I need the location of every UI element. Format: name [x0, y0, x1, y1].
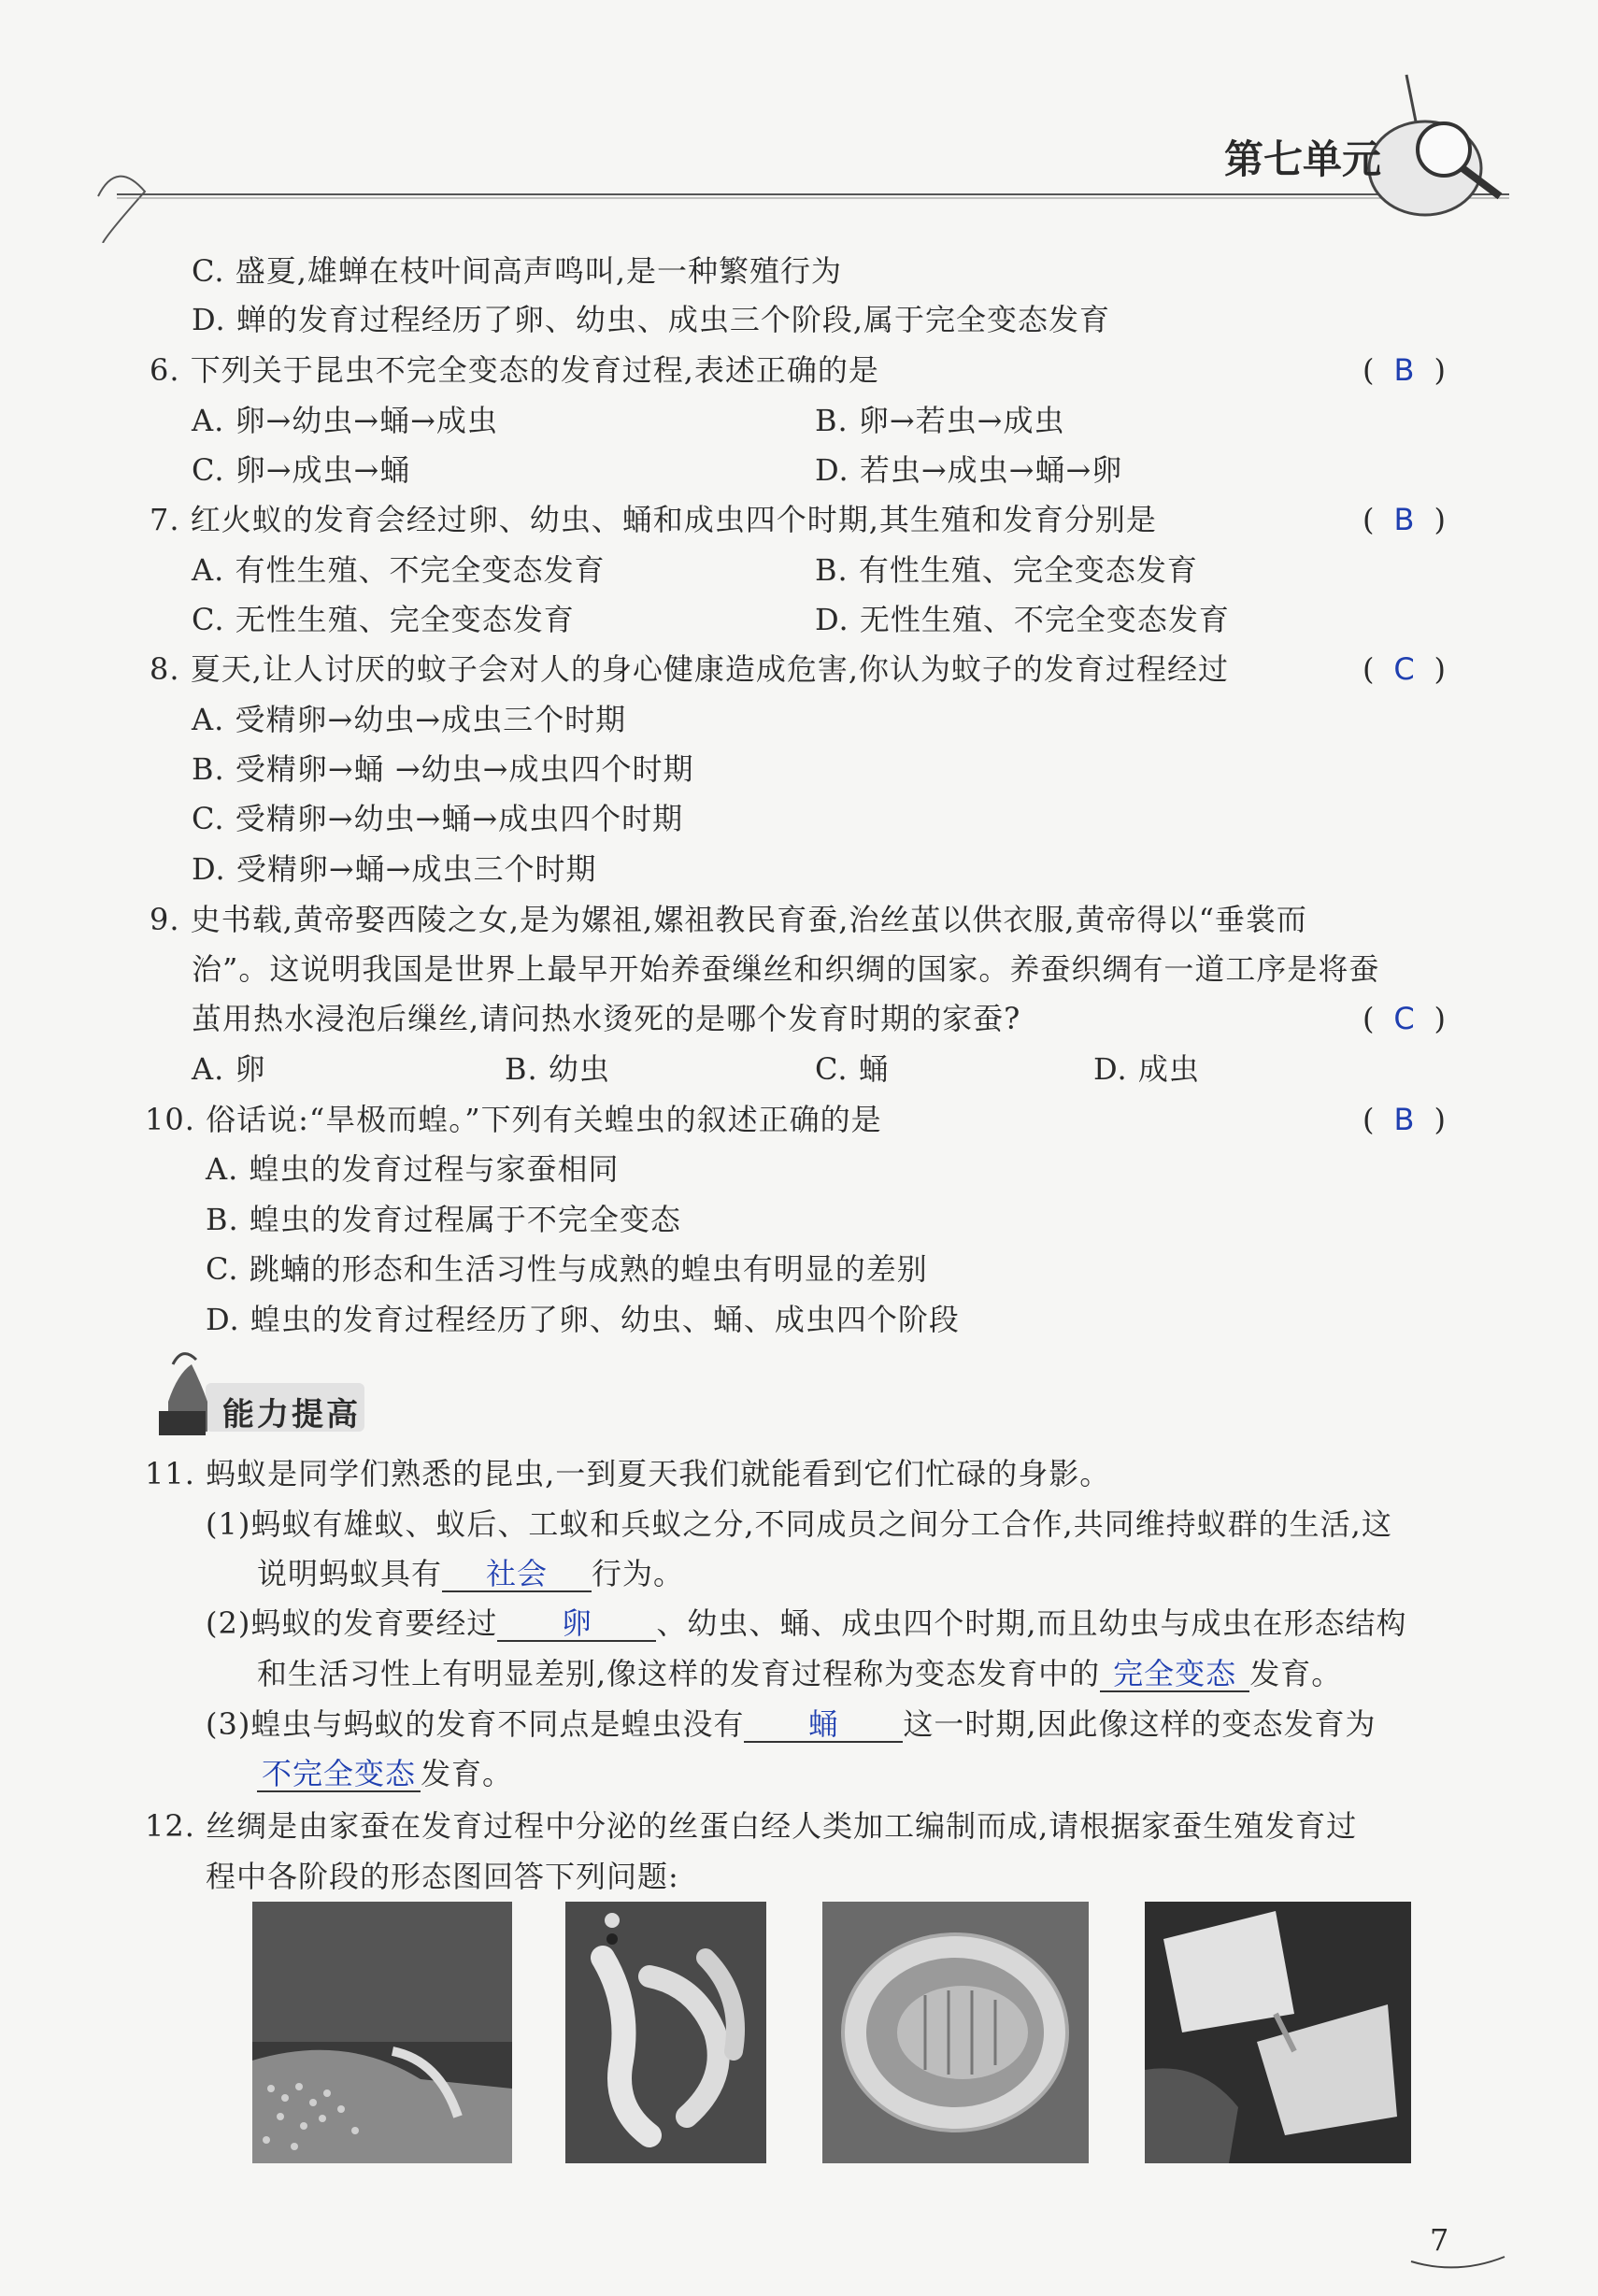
q8-answer: C [1393, 651, 1415, 687]
q9-stem-line1: 9. 史书载,黄帝娶西陵之女,是为嫘祖,嫘祖教民育蚕,治丝茧以供衣服,黄帝得以“垂裳而 [150, 902, 1307, 937]
q11-part3-line1 [206, 1705, 1377, 1743]
page-number: 7 [1430, 2222, 1449, 2258]
q9-option-d: D. 成虫 [1093, 1051, 1200, 1087]
q9-answer-bracket: ( C ) [1363, 1001, 1446, 1036]
q11-part3-prefix: (3)蝗虫与蚂蚁的发育不同点是蝗虫没有 [206, 1706, 745, 1742]
q11-part2-line1 [206, 1604, 1407, 1642]
q11-part2b-suffix: 发育。 [1249, 1656, 1343, 1691]
section-title: 能力提高 [222, 1396, 361, 1433]
q8-option-c: C. 受精卵→幼虫→蛹→成虫四个时期 [192, 801, 684, 836]
q12-stem-line1: 12. 丝绸是由家蚕在发育过程中分泌的丝蛋白经人类加工编制而成,请根据家蚕生殖发育过 [145, 1808, 1358, 1844]
q11-part1-line1: (1)蚂蚁有雄蚁、蚁后、工蚁和兵蚁之分,不同成员之间分工合作,共同维持蚁群的生活,这 [206, 1506, 1392, 1542]
q10-option-c: C. 跳蝻的形态和生活习性与成熟的蝗虫有明显的差别 [206, 1251, 928, 1287]
q9-stem-line3: 茧用热水浸泡后缫丝,请问热水烫死的是哪个发育时期的家蚕? [192, 1001, 1021, 1036]
q8-answer-bracket: ( C ) [1363, 651, 1446, 687]
q7-option-a: A. 有性生殖、不完全变态发育 [192, 552, 606, 588]
q10-answer-bracket: ( B ) [1363, 1102, 1446, 1137]
q10-stem: 10. 俗话说:“旱极而蝗。”下列有关蝗虫的叙述正确的是 [145, 1102, 882, 1137]
q7-answer: B [1393, 502, 1415, 537]
q8-option-a: A. 受精卵→幼虫→成虫三个时期 [192, 702, 627, 737]
q11-part1-prefix: 说明蚂蚁具有 [257, 1556, 443, 1591]
q11-blank-3[interactable]: 完全变态 [1100, 1657, 1249, 1692]
q11-blank-5[interactable]: 不完全变态 [257, 1757, 421, 1792]
q8-option-b: B. 受精卵→蛹 →幼虫→成虫四个时期 [192, 751, 694, 787]
q5-option-c: C. 盛夏,雄蝉在枝叶间高声鸣叫,是一种繁殖行为 [192, 253, 843, 289]
q11-part2b-prefix: 和生活习性上有明显差别,像这样的发育过程称为变态发育中的 [257, 1656, 1101, 1691]
q7-option-d: D. 无性生殖、不完全变态发育 [815, 602, 1230, 637]
silkworm-pupa-photo [822, 1902, 1089, 2163]
q6-option-c: C. 卵→成虫→蛹 [192, 452, 411, 488]
q6-answer-bracket: ( B ) [1363, 352, 1446, 388]
q8-option-d: D. 受精卵→蛹→成虫三个时期 [192, 851, 597, 887]
q10-option-b: B. 蝗虫的发育过程属于不完全变态 [206, 1202, 681, 1237]
q11-part3-suffix: 这一时期,因此像这样的变态发育为 [903, 1706, 1377, 1742]
q11-part2-suffix: 、幼虫、蛹、成虫四个时期,而且幼虫与成虫在形态结构 [656, 1605, 1407, 1641]
q11-part2-line2 [257, 1655, 1342, 1692]
q11-part2-prefix: (2)蚂蚁的发育要经过 [206, 1605, 498, 1641]
q6-option-a: A. 卵→幼虫→蛹→成虫 [192, 403, 498, 438]
q10-option-d: D. 蝗虫的发育过程经历了卵、幼虫、蛹、成虫四个阶段 [206, 1302, 960, 1337]
page-number-decoration [1406, 2238, 1509, 2275]
q6-stem: 6. 下列关于昆虫不完全变态的发育过程,表述正确的是 [150, 352, 879, 388]
silkworm-eggs-photo [252, 1902, 512, 2163]
q11-part1-line2 [257, 1555, 684, 1592]
q7-answer-bracket: ( B ) [1363, 502, 1446, 537]
q11-blank-2[interactable]: 卵 [497, 1606, 656, 1642]
q11-blank-1[interactable]: 社会 [442, 1557, 592, 1592]
q12-stem-line2: 程中各阶段的形态图回答下列问题: [206, 1859, 679, 1894]
q10-answer: B [1393, 1102, 1415, 1137]
silkworm-moth-photo [1145, 1902, 1411, 2163]
q9-option-b: B. 幼虫 [505, 1051, 610, 1087]
q11-stem: 11. 蚂蚁是同学们熟悉的昆虫,一到夏天我们就能看到它们忙碌的身影。 [145, 1456, 1111, 1491]
q6-option-d: D. 若虫→成虫→蛹→卵 [815, 452, 1123, 488]
q7-stem: 7. 红火蚁的发育会经过卵、幼虫、蛹和成虫四个时期,其生殖和发育分别是 [150, 502, 1157, 537]
q11-part3-line2 [257, 1755, 513, 1792]
silkworm-larvae-photo [565, 1902, 766, 2163]
q9-option-c: C. 蛹 [815, 1051, 890, 1087]
q9-option-a: A. 卵 [192, 1051, 266, 1087]
q10-option-a: A. 蝗虫的发育过程与家蚕相同 [206, 1151, 620, 1187]
q11-blank-4[interactable]: 蛹 [744, 1707, 903, 1743]
q7-option-b: B. 有性生殖、完全变态发育 [815, 552, 1198, 588]
q8-stem: 8. 夏天,让人讨厌的蚊子会对人的身心健康造成危害,你认为蚊子的发育过程经过 [150, 651, 1230, 687]
q5-option-d: D. 蝉的发育过程经历了卵、幼虫、成虫三个阶段,属于完全变态发育 [192, 302, 1111, 337]
q9-stem-line2: 治”。这说明我国是世界上最早开始养蚕缫丝和织绸的国家。养蚕织绸有一道工序是将蚕 [192, 951, 1380, 987]
q6-answer: B [1393, 352, 1415, 388]
q11-part3b-suffix: 发育。 [421, 1756, 514, 1791]
q6-option-b: B. 卵→若虫→成虫 [815, 403, 1065, 438]
q7-option-c: C. 无性生殖、完全变态发育 [192, 602, 575, 637]
q9-answer: C [1393, 1001, 1415, 1036]
q11-part1-suffix: 行为。 [592, 1556, 685, 1591]
unit-title: 第七单元 [1224, 136, 1382, 182]
